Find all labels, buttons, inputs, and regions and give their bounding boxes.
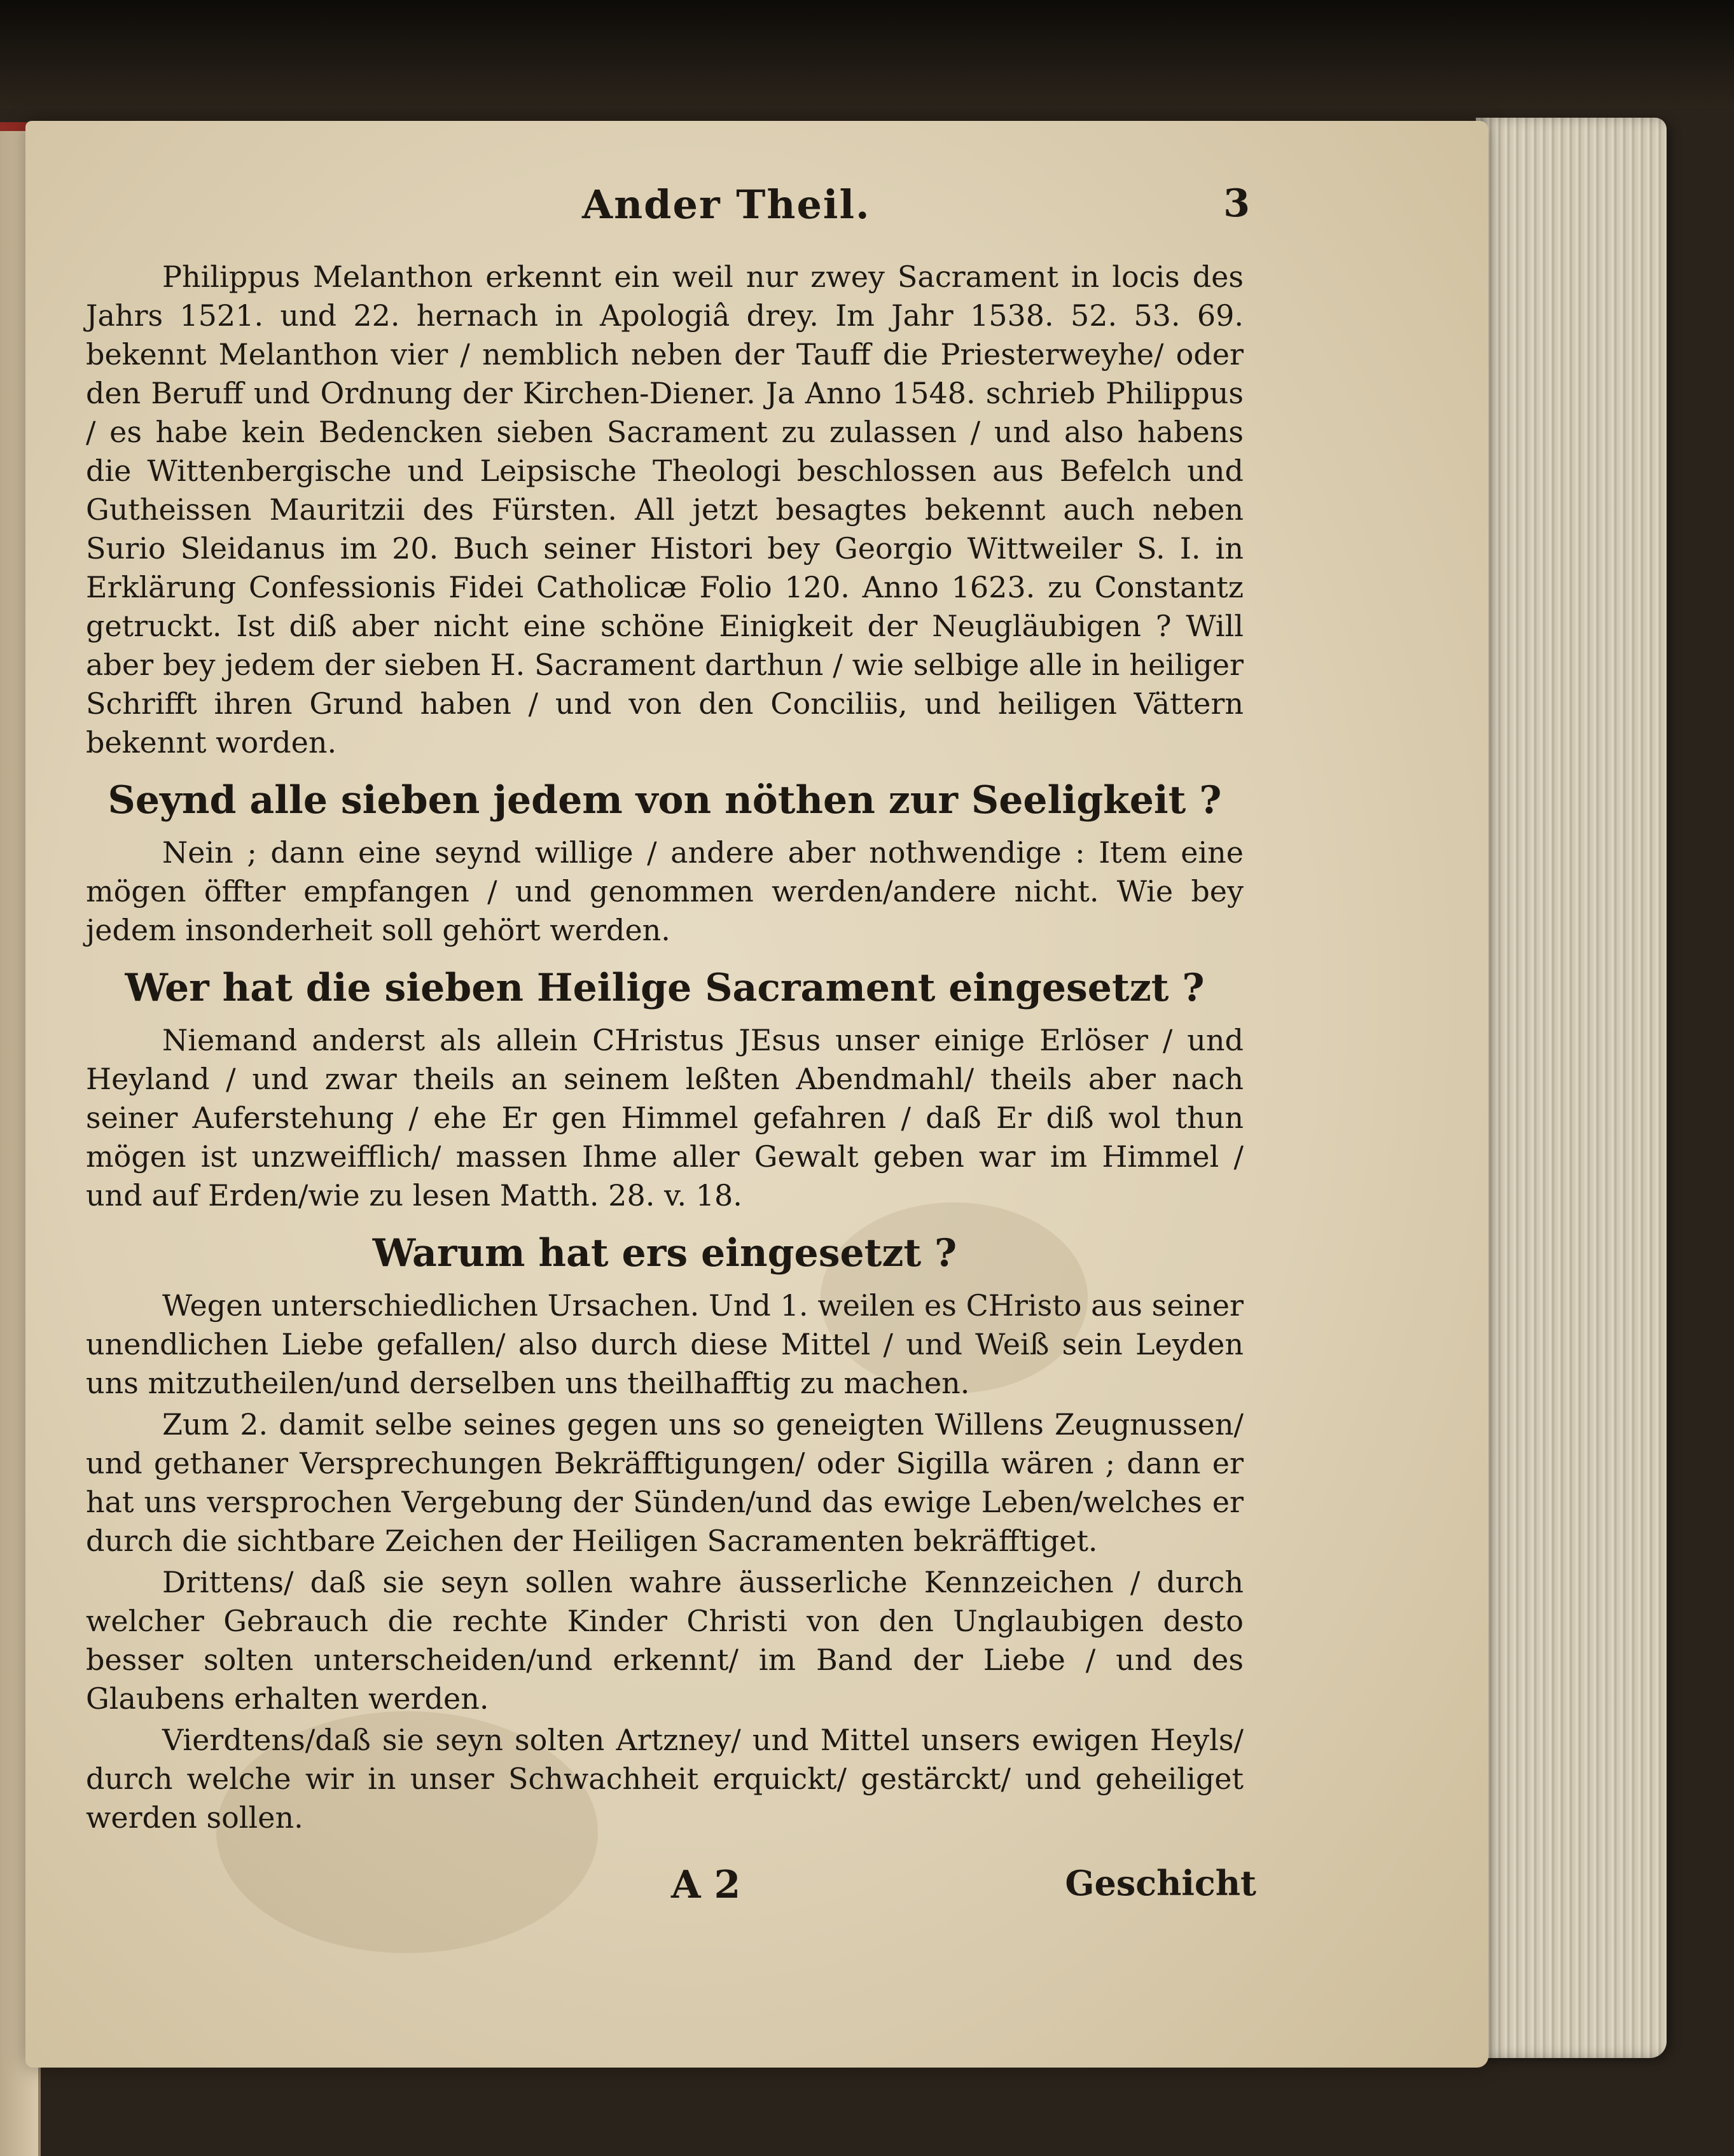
paragraph: Niemand anderst als allein CHristus JEsus unser einige Erlöser / und Heyland / und zwar theils an seinem leßten Abendmahl/ theils aber nach seiner Auferstehung / ehe Er gen Himmel gefahren / daß Er diß wol thun mögen ist unzweifflich/ massen Ihme aller Gewalt geben war im Himmel / und auf Erden/wie zu lesen Matth. 28. v. 18.	[86, 1023, 1244, 1213]
background-shadow	[0, 0, 1734, 108]
question-heading: Seynd alle sieben jedem von nöthen zur Seeligkeit ?	[108, 778, 1222, 823]
paragraph: Nein ; dann eine seynd willige / andere aber nothwendige : Item eine mögen öffter empfangen / und genommen werden/andere nicht. Wie bey jedem insonderheit soll gehört werden.	[86, 835, 1244, 947]
page-content	[86, 181, 1256, 1926]
page-footer	[86, 1863, 1256, 1926]
paragraph: Zum 2. damit selbe seines gegen uns so geneigten Willens Zeugnussen/ und gethaner Versprechungen Bekräfftigungen/ oder Sigilla wären ; dann er hat uns versprochen Vergebung der Sünden/und das ewige Leben/welches er durch die sichtbare Zeichen der Heiligen Sacramenten bekräfftiget.	[86, 1407, 1244, 1558]
running-head: Ander Theil.	[582, 181, 871, 228]
question-heading: Wer hat die sieben Heilige Sacrament eingesetzt ?	[125, 966, 1205, 1010]
question-heading: Warum hat ers eingesetzt ?	[372, 1231, 957, 1276]
page-edges	[1476, 118, 1667, 2058]
signature-mark: A 2	[671, 1863, 741, 1907]
text-body	[86, 258, 1244, 1837]
paragraph: Drittens/ daß sie seyn sollen wahre äusserliche Kennzeichen / durch welcher Gebrauch die rechte Kinder Christi von den Unglaubigen desto besser solten unterscheiden/und erkennt/ im Band der Liebe / und des Glaubens erhalten werden.	[86, 1565, 1244, 1716]
paragraph: Wegen unterschiedlichen Ursachen. Und 1. weilen es CHristo aus seiner unendlichen Liebe gefallen/ also durch diese Mittel / und Weiß sein Leyden uns mitzutheilen/und derselben uns theilhafftig zu machen.	[86, 1288, 1244, 1400]
paragraph: Philippus Melanthon erkennt ein weil nur zwey Sacrament in locis des Jahrs 1521. und 22. hernach in Apologiâ drey. Im Jahr 1538. 52. 53. 69. bekennt Melanthon vier / nemblich neben der Tauff die Priesterweyhe/ oder den Beruff und Ordnung der Kirchen-Diener. Ja Anno 1548. schrieb Philippus / es habe kein Bedencken sieben Sacrament zu zulassen / und also habens die Wittenbergische und Leipsische Theologi beschlossen aus Befelch und Gutheissen Mauritzii des Fürsten. All jetzt besagtes bekennt auch neben Surio Sleidanus im 20. Buch seiner Histori bey Georgio Wittweiler S. I. in Erklärung Confessionis Fidei Catholicæ Folio 120. Anno 1623. zu Constantz getruckt. Ist diß aber nicht eine schöne Einigkeit der Neugläubigen ? Will aber bey jedem der sieben H. Sacrament darthun / wie selbige alle in heiliger Schrifft ihren Grund haben / und von den Conciliis, und heiligen Vättern bekennt worden.	[86, 260, 1244, 760]
catchword: Geschicht	[1065, 1863, 1256, 1903]
paragraph: Vierdtens/daß sie seyn solten Artzney/ und Mittel unsers ewigen Heyls/ durch welche wir in unser Schwachheit erquickt/ gestärckt/ und geheiliget werden sollen.	[86, 1723, 1244, 1835]
page-header	[86, 181, 1250, 239]
page-number: 3	[1223, 181, 1250, 226]
